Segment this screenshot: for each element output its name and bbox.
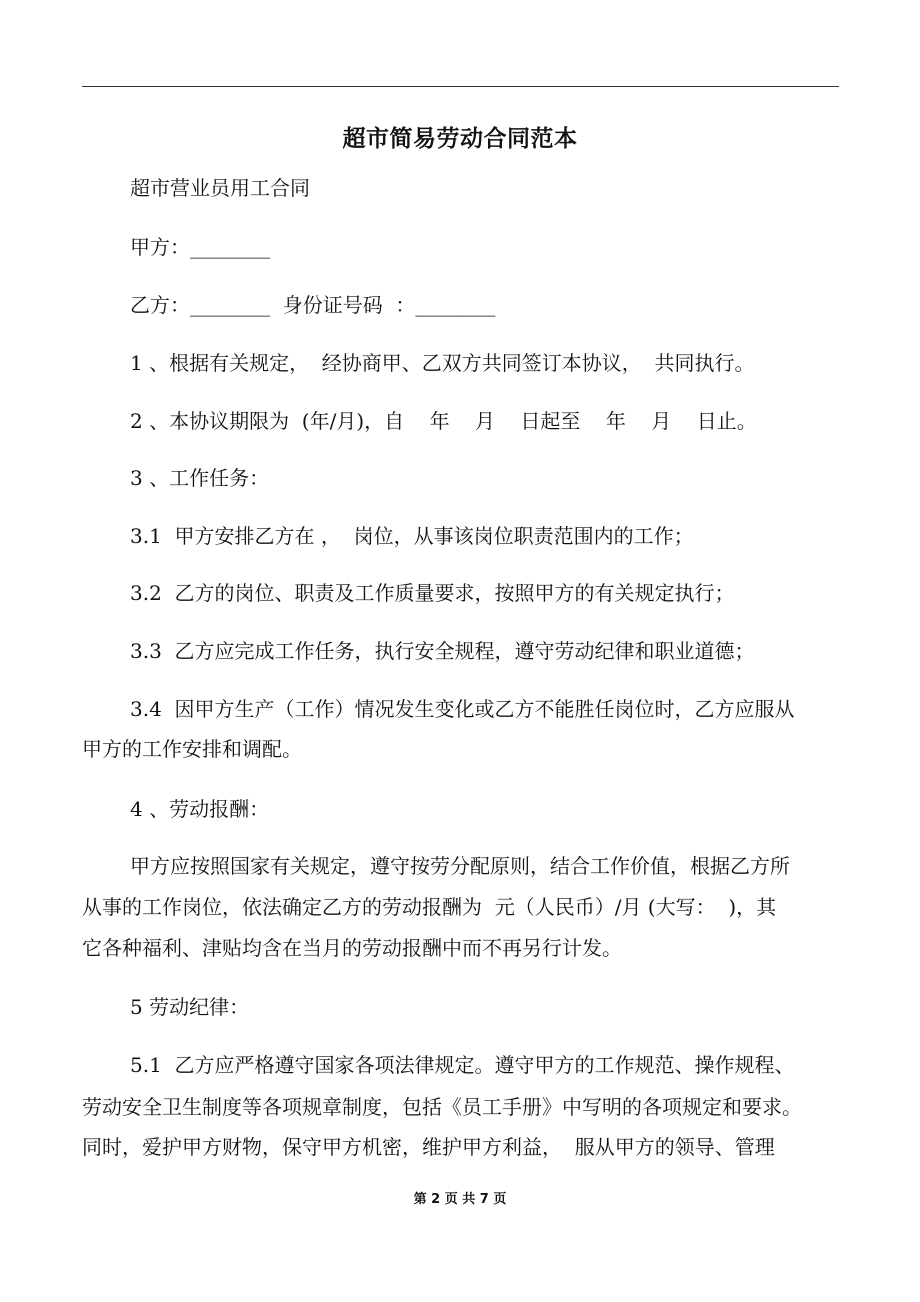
- clause-4-line-2: 从事的工作岗位，依法确定乙方的劳动报酬为 元（人民币）/月 (大写： )，其: [82, 895, 777, 919]
- page-number: 第 2 页 共 7 页: [413, 1192, 507, 1207]
- clause-1: 1 、根据有关规定， 经协商甲、乙双方共同签订本协议， 共同执行。: [130, 351, 755, 375]
- clause-5-1-line-3: 同时，爱护甲方财物，保守甲方机密，维护甲方利益， 服从甲方的领导、管理: [82, 1135, 775, 1159]
- clause-4-line-1: 甲方应按照国家有关规定，遵守按劳分配原则，结合工作价值，根据乙方所: [130, 854, 790, 878]
- clause-3-2: 3.2 乙方的岗位、职责及工作质量要求，按照甲方的有关规定执行；: [130, 581, 735, 605]
- document-title: 超市简易劳动合同范本: [342, 126, 578, 152]
- clause-3-3: 3.3 乙方应完成工作任务，执行安全规程，遵守劳动纪律和职业道德；: [130, 639, 755, 663]
- clause-4-heading: 4 、劳动报酬：: [130, 797, 270, 821]
- party-b-line: 乙方：________ 身份证号码 ：________: [130, 293, 496, 317]
- clause-5-1-line-2: 劳动安全卫生制度等各项规章制度，包括《员工手册》中写明的各项规定和要求。: [82, 1095, 802, 1119]
- clause-3-4-line-2: 甲方的工作安排和调配。: [82, 737, 302, 761]
- clause-2: 2 、本协议期限为 (年/月)，自 年 月 日起至 年 月 日止。: [130, 409, 757, 433]
- party-a-line: 甲方：________: [130, 235, 270, 259]
- clause-3-4-line-1: 3.4 因甲方生产（工作）情况发生变化或乙方不能胜任岗位时，乙方应服从: [130, 697, 795, 721]
- clause-3-heading: 3 、工作任务：: [130, 466, 270, 490]
- clause-3-1: 3.1 甲方安排乙方在 ， 岗位，从事该岗位职责范围内的工作；: [130, 524, 694, 548]
- clause-4-line-3: 它各种福利、津贴均含在当月的劳动报酬中而不再另行计发。: [82, 936, 622, 960]
- clause-5-1-line-1: 5.1 乙方应严格遵守国家各项法律规定。遵守甲方的工作规范、操作规程、: [130, 1053, 795, 1077]
- subtitle-line: 超市营业员用工合同: [130, 176, 310, 200]
- header-rule: [82, 86, 839, 87]
- clause-5-heading: 5 劳动纪律：: [130, 995, 250, 1019]
